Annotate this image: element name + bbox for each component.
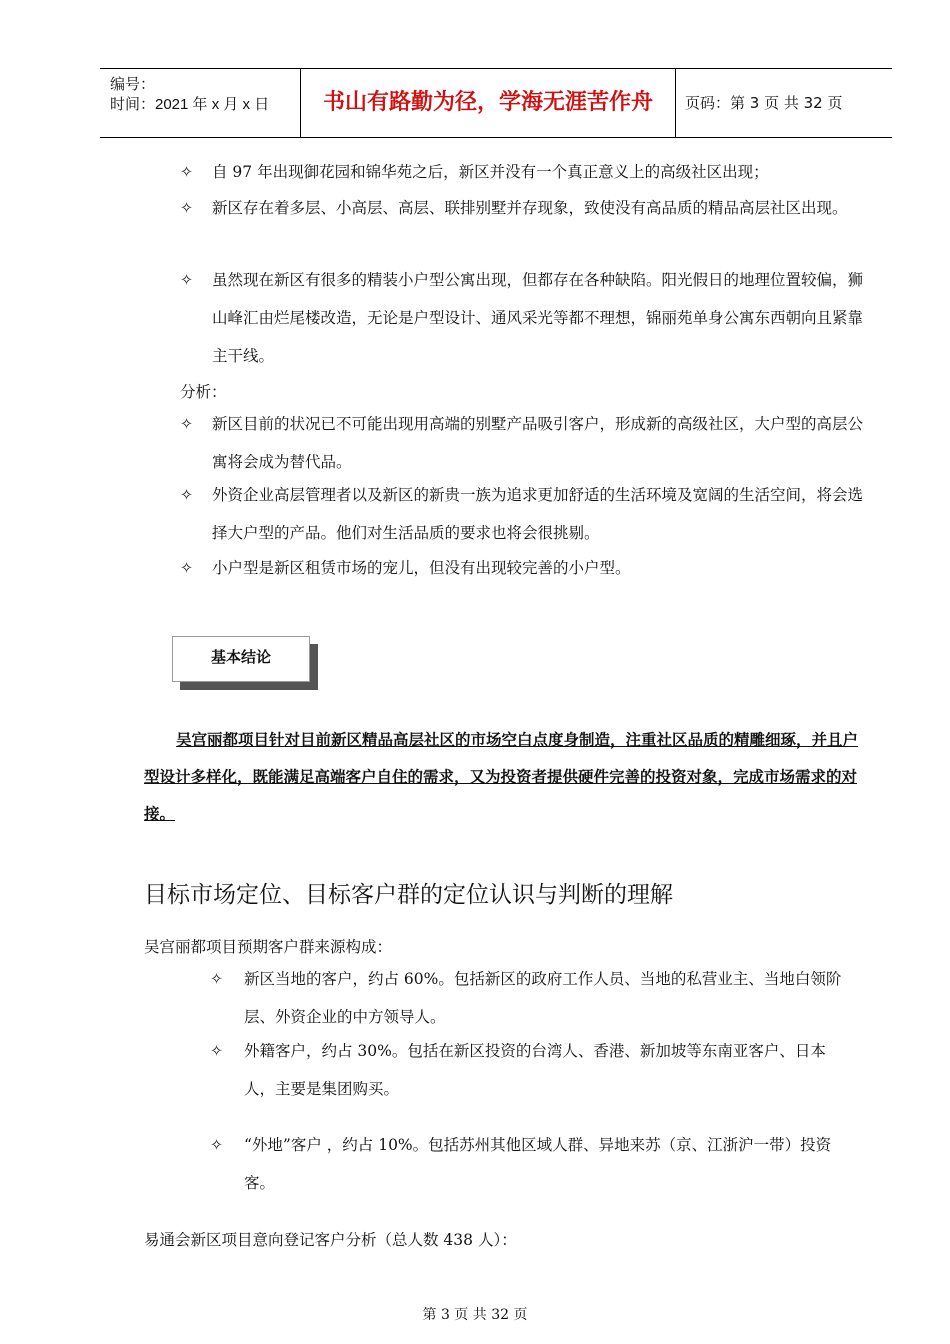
bullet-icon: ✧	[180, 199, 193, 217]
header-page-info: 页码：第 3 页 共 32 页	[685, 94, 843, 112]
list-item-text: 外资企业高层管理者以及新区的新贵一族为追求更加舒适的生活环境及宽阔的生活空间，将会选择大户型的产品。他们对生活品质的要求也将会很挑剔。	[212, 486, 864, 542]
list-item	[210, 1126, 850, 1202]
analysis-label: 分析：	[180, 383, 227, 401]
bullet-icon: ✧	[180, 163, 193, 181]
list-item-text: 新区目前的状况已不可能出现用高端的别墅产品吸引客户，形成新的高级社区，大户型的高层公寓将会成为替代品。	[212, 415, 864, 471]
list-item	[210, 1032, 850, 1108]
bullet-icon: ✧	[210, 970, 223, 988]
header-motto: 书山有路勤为径，学海无涯苦作舟	[301, 69, 676, 137]
header-meta	[100, 69, 301, 137]
list-item	[180, 405, 870, 481]
list-item-text: 虽然现在新区有很多的精装小户型公寓出现，但都存在各种缺陷。阳光假日的地理位置较偏，狮山峰汇由烂尾楼改造，无论是户型设计、通风采光等都不理想，锦丽苑单身公寓东西朝向且紧靠主干线。	[212, 271, 864, 365]
bullet-icon: ✧	[210, 1136, 223, 1154]
list-item-text: 新区存在着多层、小高层、高层、联排别墅并存现象，致使没有高品质的精品高层社区出现。	[212, 199, 848, 217]
bullet-icon: ✧	[180, 559, 193, 577]
registration-line: 易通会新区项目意向登记客户分析（总人数 438 人）：	[144, 1231, 517, 1249]
bullet-icon: ✧	[180, 415, 193, 433]
section-title: 目标市场定位、目标客户群的定位认识与判断的理解	[144, 882, 673, 908]
list-item-text: “外地”客户 ，约占 10%。包括苏州其他区域人群、异地来苏（京、江浙沪一带）投资客。	[244, 1136, 832, 1192]
number-label: 编号：	[110, 76, 156, 93]
list-item	[180, 476, 870, 552]
list-item	[180, 153, 870, 191]
bullet-icon: ✧	[180, 271, 193, 289]
bullet-icon: ✧	[210, 1042, 223, 1060]
list-item	[180, 549, 870, 587]
list-item-text: 新区当地的客户，约占 60%。包括新区的政府工作人员、当地的私营业主、当地白领阶层、外资企业的中方领导人。	[244, 970, 842, 1026]
source-intro: 吴宫丽都项目预期客户群来源构成：	[144, 938, 393, 956]
time-label: 时间：2021 年 x 月 x 日	[110, 96, 270, 113]
bullet-icon: ✧	[180, 486, 193, 504]
list-item-text: 外籍客户，约占 30%。包括在新区投资的台湾人、香港、新加坡等东南亚客户、日本人，主要是集团购买。	[244, 1042, 826, 1098]
list-item	[180, 189, 870, 227]
list-item	[210, 960, 850, 1036]
page-header	[100, 68, 892, 138]
list-item-text: 自 97 年出现御花园和锦华苑之后，新区并没有一个真正意义上的高级社区出现；	[212, 163, 769, 181]
list-item	[180, 261, 870, 375]
conclusion-box: 基本结论	[172, 636, 310, 682]
conclusion-text: 吴宫丽都项目针对目前新区精品高层社区的市场空白点度身制造，注重社区品质的精雕细琢，并且户型设计多样化，既能满足高端客户自住的需求，又为投资者提供硬件完善的投资对象，完成市场需求的对接。	[144, 731, 859, 823]
page-footer: 第 3 页 共 32 页	[422, 1307, 528, 1323]
list-item-text: 小户型是新区租赁市场的宠儿，但没有出现较完善的小户型。	[212, 559, 631, 577]
